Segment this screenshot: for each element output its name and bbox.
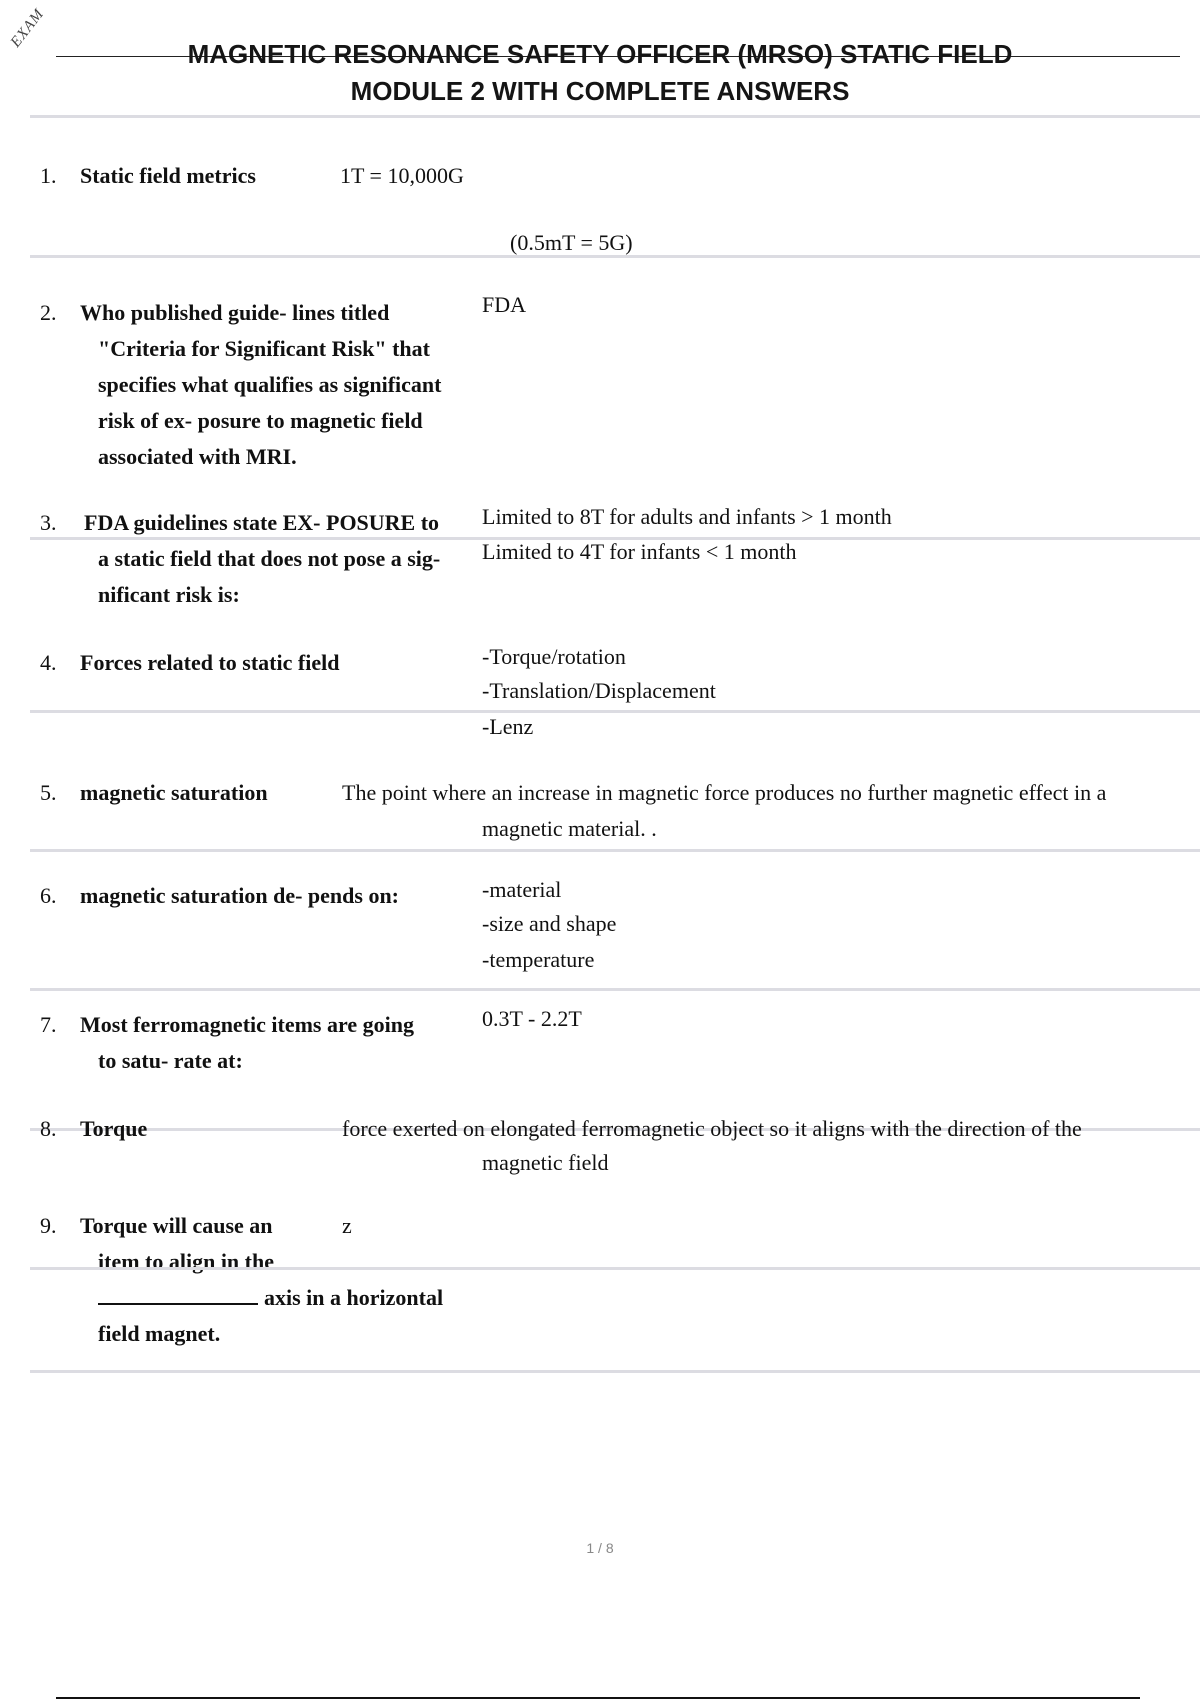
question-text-line: associated with MRI. — [98, 444, 297, 469]
divider — [30, 710, 1200, 713]
question-number: 5. — [40, 780, 57, 805]
divider — [30, 1267, 1200, 1270]
question-text — [80, 645, 339, 681]
answer-line: -Lenz — [482, 714, 534, 739]
answer-line: -size and shape — [482, 911, 617, 936]
question-text-line — [80, 1280, 443, 1316]
divider — [30, 849, 1200, 852]
answer-line: Limited to 8T for adults and infants > 1 month — [482, 504, 892, 529]
question-text — [80, 1007, 414, 1079]
question-number: 1. — [40, 163, 57, 188]
question-number: 6. — [40, 883, 57, 908]
answer-line: z — [342, 1213, 352, 1238]
answer-line: -temperature — [482, 947, 595, 972]
answer-line: 0.3T - 2.2T — [482, 1006, 582, 1031]
question-text-line: specifies what qualifies as significant — [98, 372, 442, 397]
question-text — [80, 1208, 443, 1352]
page-number: 1 / 8 — [586, 1540, 614, 1556]
bottom-rule — [56, 1697, 1140, 1699]
question-text — [80, 295, 441, 475]
question-text-line: Forces related to static field — [80, 650, 340, 675]
exam-stamp: EXAM — [7, 5, 48, 51]
question-text-line: item to align in the — [98, 1249, 274, 1274]
question-text-line: risk of ex- posure to magnetic field — [98, 408, 423, 433]
question-6 — [30, 878, 1180, 988]
page-title — [0, 36, 1200, 110]
answer-line: -Translation/Displacement — [482, 678, 716, 703]
question-text-line: Torque will cause an — [80, 1213, 273, 1238]
question-7 — [30, 1007, 1180, 1087]
divider — [30, 537, 1200, 540]
question-text-line: field magnet. — [98, 1321, 221, 1346]
divider — [30, 255, 1200, 258]
divider — [30, 115, 1200, 118]
question-3 — [30, 505, 1180, 615]
answer-line: The point where an increase in magnetic force produces no further magnetic effect in a — [342, 780, 1107, 805]
question-4 — [30, 645, 1180, 745]
answer-line: (0.5mT = 5G) — [510, 230, 633, 255]
question-number: 4. — [40, 650, 57, 675]
answer-line: magnetic material. . — [482, 816, 657, 841]
question-text — [80, 878, 399, 914]
question-text-line: to satu- rate at: — [98, 1048, 243, 1073]
question-8 — [30, 1111, 1180, 1191]
question-text-line: a static field that does not pose a sig- — [98, 546, 441, 571]
question-text-fragment: axis in a horizontal — [264, 1285, 444, 1310]
question-text — [80, 1111, 147, 1147]
question-text-line: magnetic saturation — [80, 780, 268, 805]
question-5 — [30, 775, 1180, 855]
question-9 — [30, 1208, 1180, 1358]
question-text — [80, 158, 256, 194]
question-text-line: Static field metrics — [80, 163, 256, 188]
question-text-line: magnetic saturation de- pends on: — [80, 883, 400, 908]
question-text-line: nificant risk is: — [98, 582, 240, 607]
answer-line: force exerted on elongated ferromagnetic object so it aligns with the direction of the — [342, 1116, 1082, 1141]
divider — [30, 988, 1200, 991]
answer-line: magnetic field — [482, 1150, 609, 1175]
answer-line: -material — [482, 877, 562, 902]
question-text — [84, 505, 440, 613]
answer-line: -Torque/rotation — [482, 644, 626, 669]
question-text-line: Torque — [80, 1116, 148, 1141]
question-number: 3. — [40, 510, 57, 535]
question-text — [80, 775, 268, 811]
title-line-2: MODULE 2 WITH COMPLETE ANSWERS — [350, 76, 850, 106]
title-line-1: MAGNETIC RESONANCE SAFETY OFFICER (MRSO) STATIC FIELD — [187, 39, 1013, 69]
question-number: 7. — [40, 1012, 57, 1037]
question-number: 8. — [40, 1116, 57, 1141]
question-2 — [30, 292, 1180, 475]
answer-blank — [98, 1281, 258, 1305]
question-number: 2. — [40, 300, 57, 325]
question-text-line: Most ferromagnetic items are going — [80, 1012, 414, 1037]
question-1 — [30, 158, 1180, 255]
divider — [30, 1370, 1200, 1373]
answer-line: Limited to 4T for infants < 1 month — [482, 539, 797, 564]
answer-line: 1T = 10,000G — [340, 163, 464, 188]
question-text-line: FDA guidelines state EX- POSURE to — [84, 510, 440, 535]
question-number: 9. — [40, 1213, 57, 1238]
question-text-line: Who published guide- lines titled — [80, 300, 390, 325]
question-text-line: "Criteria for Significant Risk" that — [98, 336, 430, 361]
answer-line: FDA — [482, 292, 527, 317]
